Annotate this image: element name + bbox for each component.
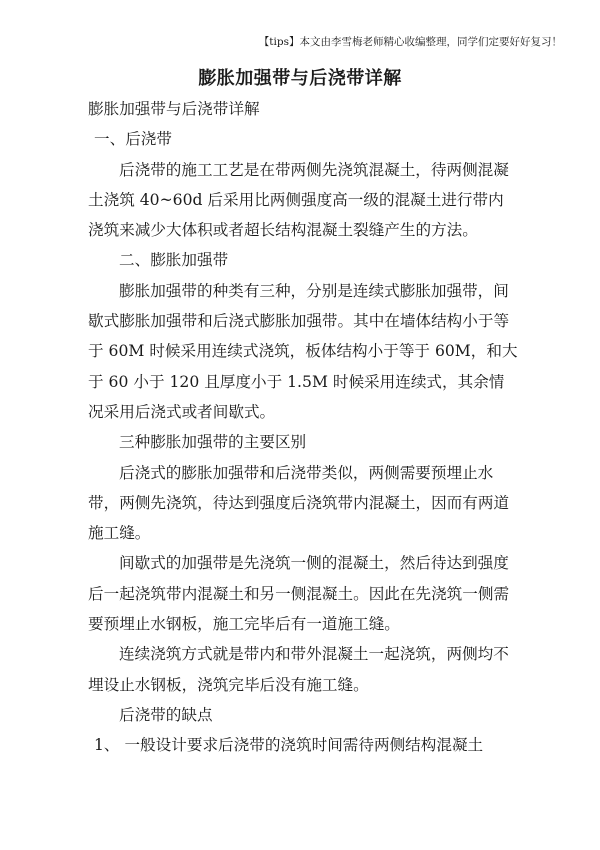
page-title: 膨胀加强带与后浇带详解	[198, 68, 402, 89]
paragraph-expansion-band: 膨胀加强带的种类有三种，分别是连续式膨胀加强带，间歇式膨胀加强带和后浇式膨胀加强带。其中在墙体结构小于等于 60M 时候采用连续式浇筑，板体结构小于等于 60M，和大于 60 小于 120 且厚度小于 1.5M 时候采用连续式，其余情况采用后浇式或者间歇式。	[88, 281, 518, 421]
paragraph-post-cast-strip: 后浇带的施工工艺是在带两侧先浇筑混凝土，待两侧混凝土浇筑 40~60d 后采用比两侧强度高一级的混凝土进行带内浇筑来减少大体积或者超长结构混凝土裂缝产生的方法。	[88, 160, 509, 240]
drawback-list-item: 1、 一般设计要求后浇带的浇筑时间需待两侧结构混凝土	[94, 736, 484, 755]
document-body	[88, 94, 518, 761]
subtitle: 膨胀加强带与后浇带详解	[88, 100, 260, 118]
section-heading-post-cast-strip: 一、后浇带	[94, 130, 172, 149]
header-tip: 【tips】本文由李雪梅老师精心收编整理，同学们定要好好复习！	[258, 36, 562, 48]
section-heading-drawbacks: 后浇带的缺点	[119, 705, 213, 724]
paragraph-post-cast-type: 后浇式的膨胀加强带和后浇带类似，两侧需要预埋止水带，两侧先浇筑，待达到强度后浇筑带内混凝土，因而有两道施工缝。	[88, 463, 510, 543]
paragraph-intermittent-type: 间歇式的加强带是先浇筑一侧的混凝土，然后待达到强度后一起浇筑带内混凝土和另一侧混凝土。因此在先浇筑一侧需要预埋止水钢板，施工完毕后有一道施工缝。	[88, 554, 510, 634]
paragraph-continuous-type: 连续浇筑方式就是带内和带外混凝土一起浇筑，两侧均不埋设止水钢板，浇筑完毕后没有施工缝。	[88, 645, 509, 694]
section-heading-differences: 三种膨胀加强带的主要区别	[119, 433, 307, 452]
section-heading-expansion-band: 二、膨胀加强带	[119, 251, 229, 270]
